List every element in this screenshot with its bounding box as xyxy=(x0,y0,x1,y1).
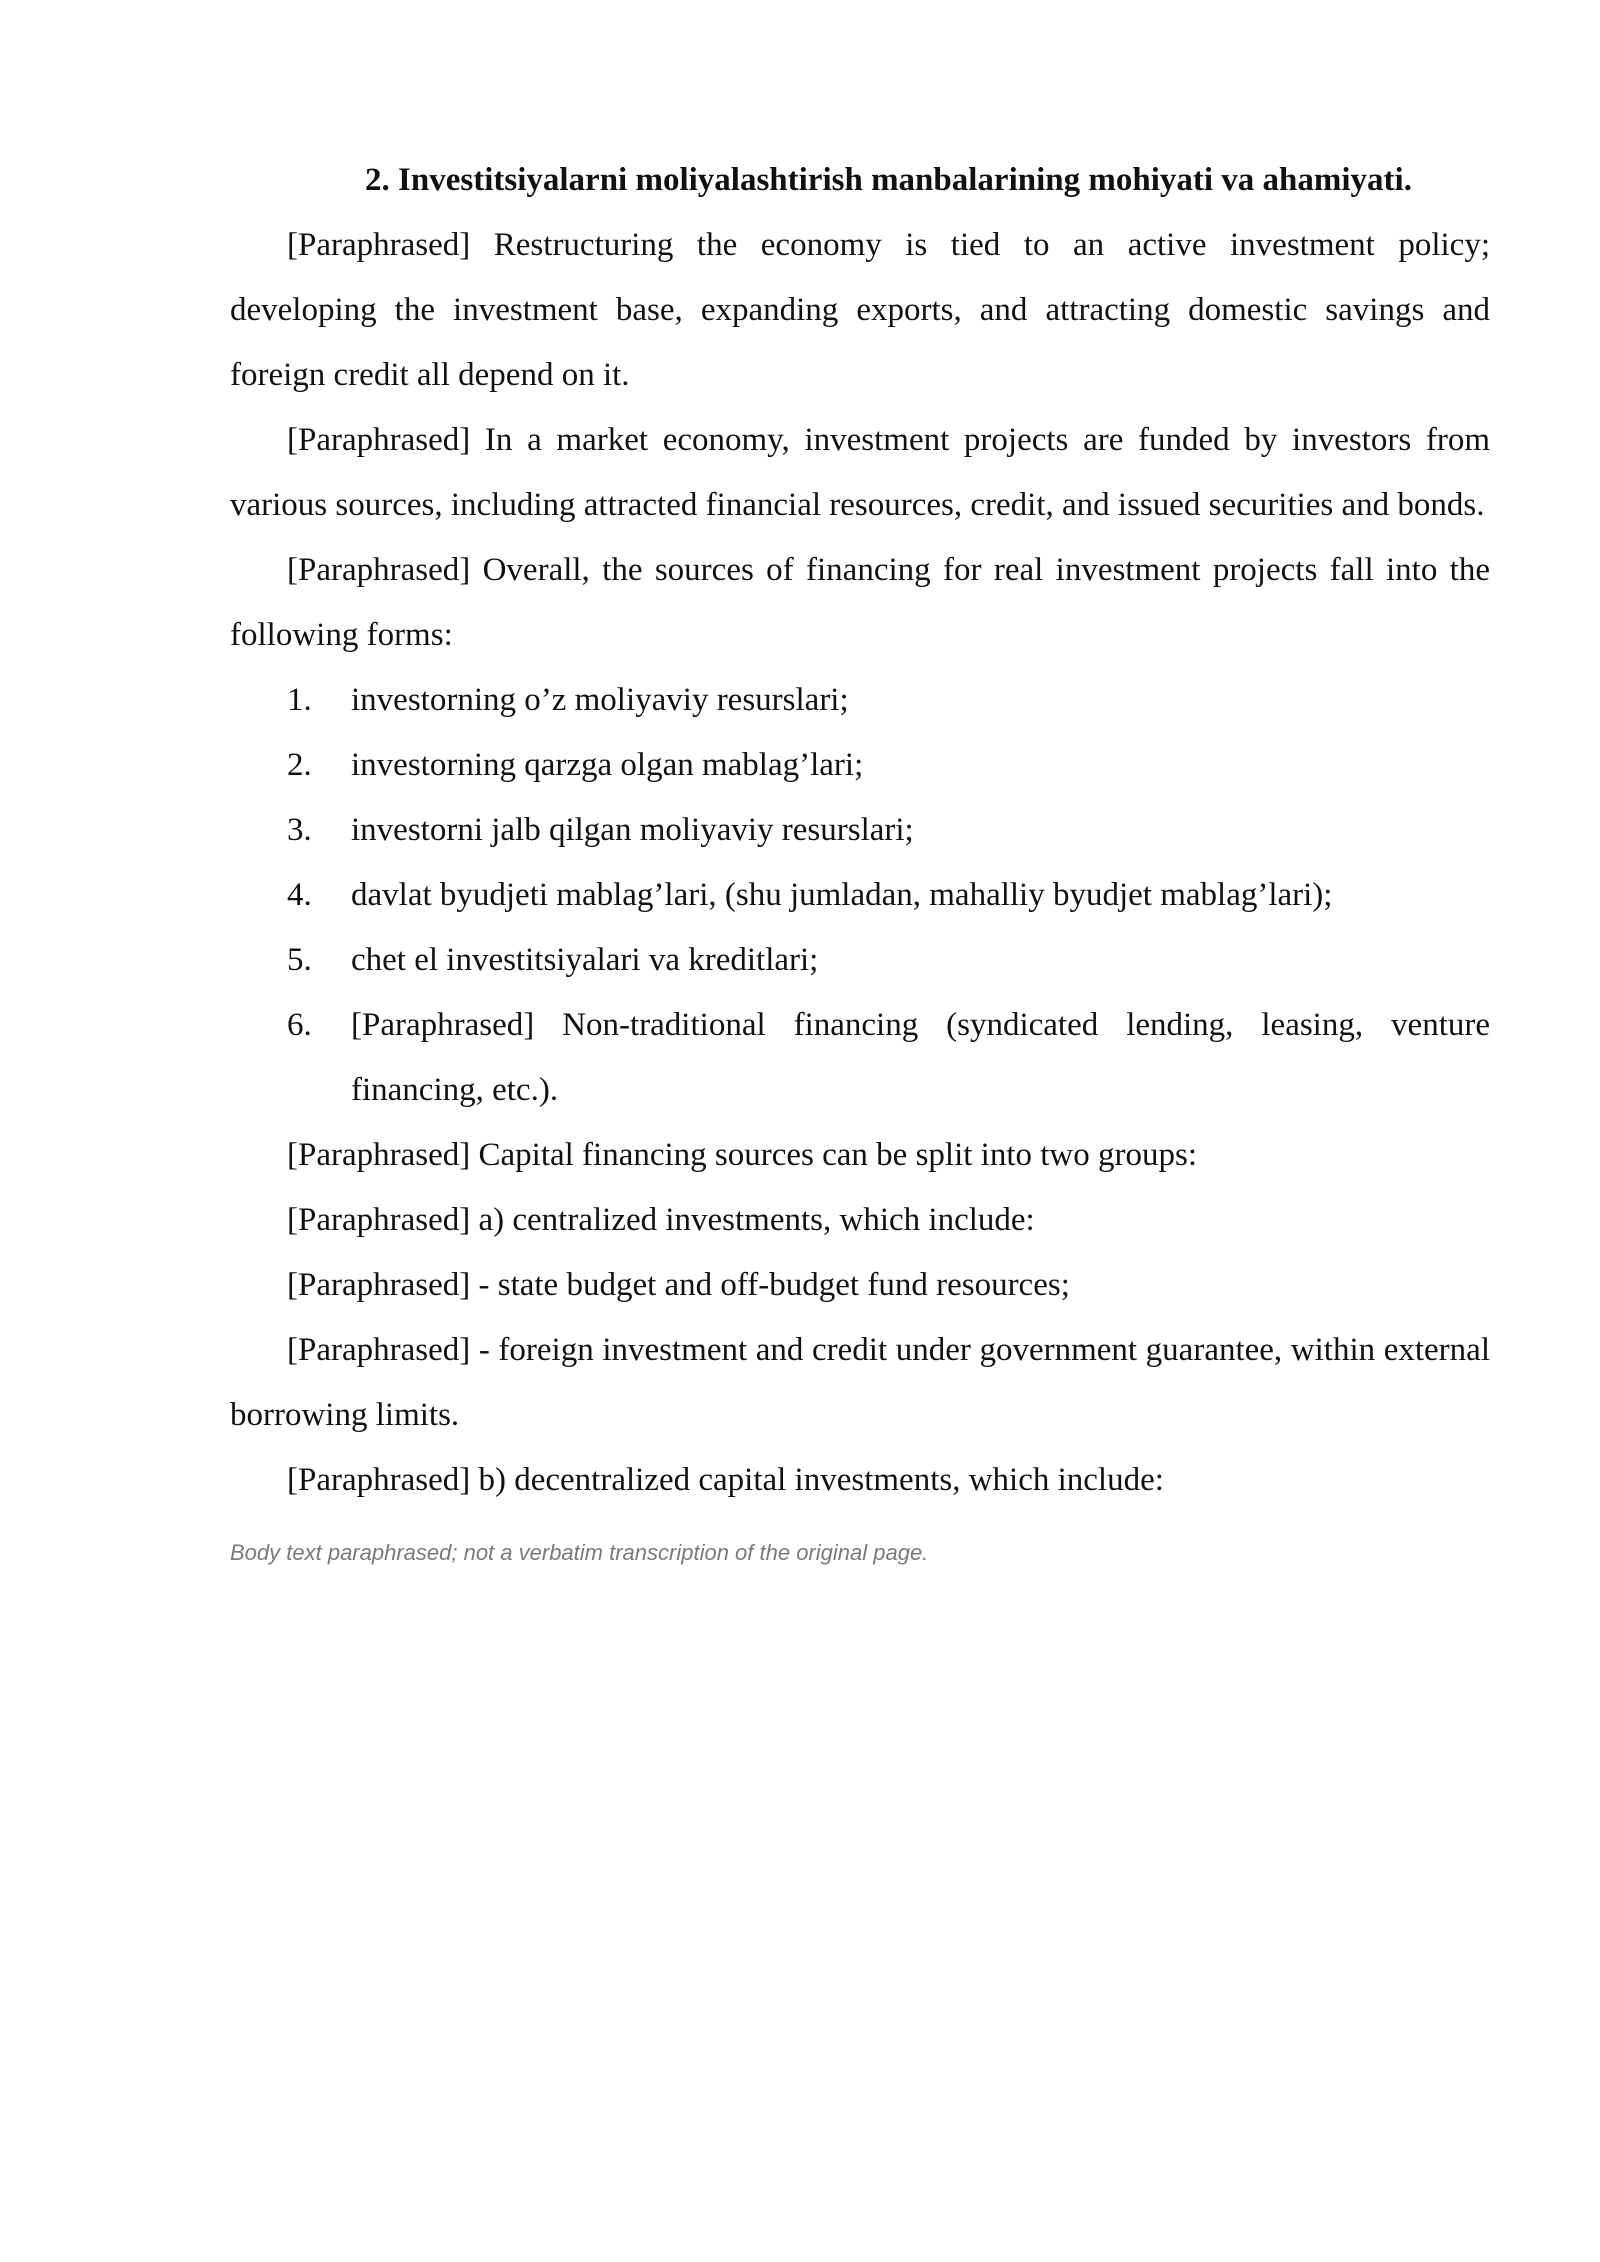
list-text: investorning qarzga olgan mablag’lari; xyxy=(351,747,864,783)
paragraph-intro: [Paraphrased] Restructuring the economy is tied to an active investment policy; developing the investment base, expanding exports, and attracting domestic savings and foreign credit all depend on it. xyxy=(230,227,1490,393)
list-item xyxy=(287,798,1490,863)
list-item xyxy=(287,668,1490,733)
list-number: 5. xyxy=(287,942,312,978)
list-text: [Paraphrased] Non-traditional financing (syndicated lending, leasing, venture financing, etc.). xyxy=(351,1007,1490,1108)
paragraph-foreign-guarantee: [Paraphrased] - foreign investment and credit under government guarantee, within external borrowing limits. xyxy=(230,1332,1490,1433)
paragraph-budget-funds: [Paraphrased] - state budget and off-budget fund resources; xyxy=(287,1267,1070,1303)
paragraph-centralized: [Paraphrased] a) centralized investments, which include: xyxy=(287,1202,1035,1238)
paraphrase-note: Body text paraphrased; not a verbatim transcription of the original page. xyxy=(230,1540,929,1565)
paragraph-decentralized: [Paraphrased] b) decentralized capital investments, which include: xyxy=(287,1462,1164,1498)
paragraph-sources-forms: [Paraphrased] Overall, the sources of financing for real investment projects fall into the following forms: xyxy=(230,552,1490,653)
list-text: chet el investitsiyalari va kreditlari; xyxy=(351,942,819,978)
list-item xyxy=(287,993,1490,1123)
paragraph-market-financing: [Paraphrased] In a market economy, investment projects are funded by investors from various sources, including attracted financial resources, credit, and issued securities and bonds. xyxy=(230,422,1490,523)
list-number: 4. xyxy=(287,877,312,913)
list-number: 6. xyxy=(287,1007,312,1043)
paragraph-two-groups: [Paraphrased] Capital financing sources can be split into two groups: xyxy=(287,1137,1198,1173)
list-number: 1. xyxy=(287,682,312,718)
list-item xyxy=(287,733,1490,798)
sources-list xyxy=(230,668,1490,1123)
list-number: 2. xyxy=(287,747,312,783)
list-text: investorni jalb qilgan moliyaviy resurslari; xyxy=(351,812,914,848)
list-text: investorning o’z moliyaviy resurslari; xyxy=(351,682,849,718)
list-item xyxy=(287,863,1490,928)
list-text: davlat byudjeti mablag’lari, (shu jumladan, mahalliy byudjet mablag’lari); xyxy=(351,877,1333,913)
list-item xyxy=(287,928,1490,993)
document-page xyxy=(230,148,1490,1591)
list-number: 3. xyxy=(287,812,312,848)
section-heading: 2. Investitsiyalarni moliyalashtirish manbalarining mohiyati va ahamiyati. xyxy=(365,162,1412,198)
